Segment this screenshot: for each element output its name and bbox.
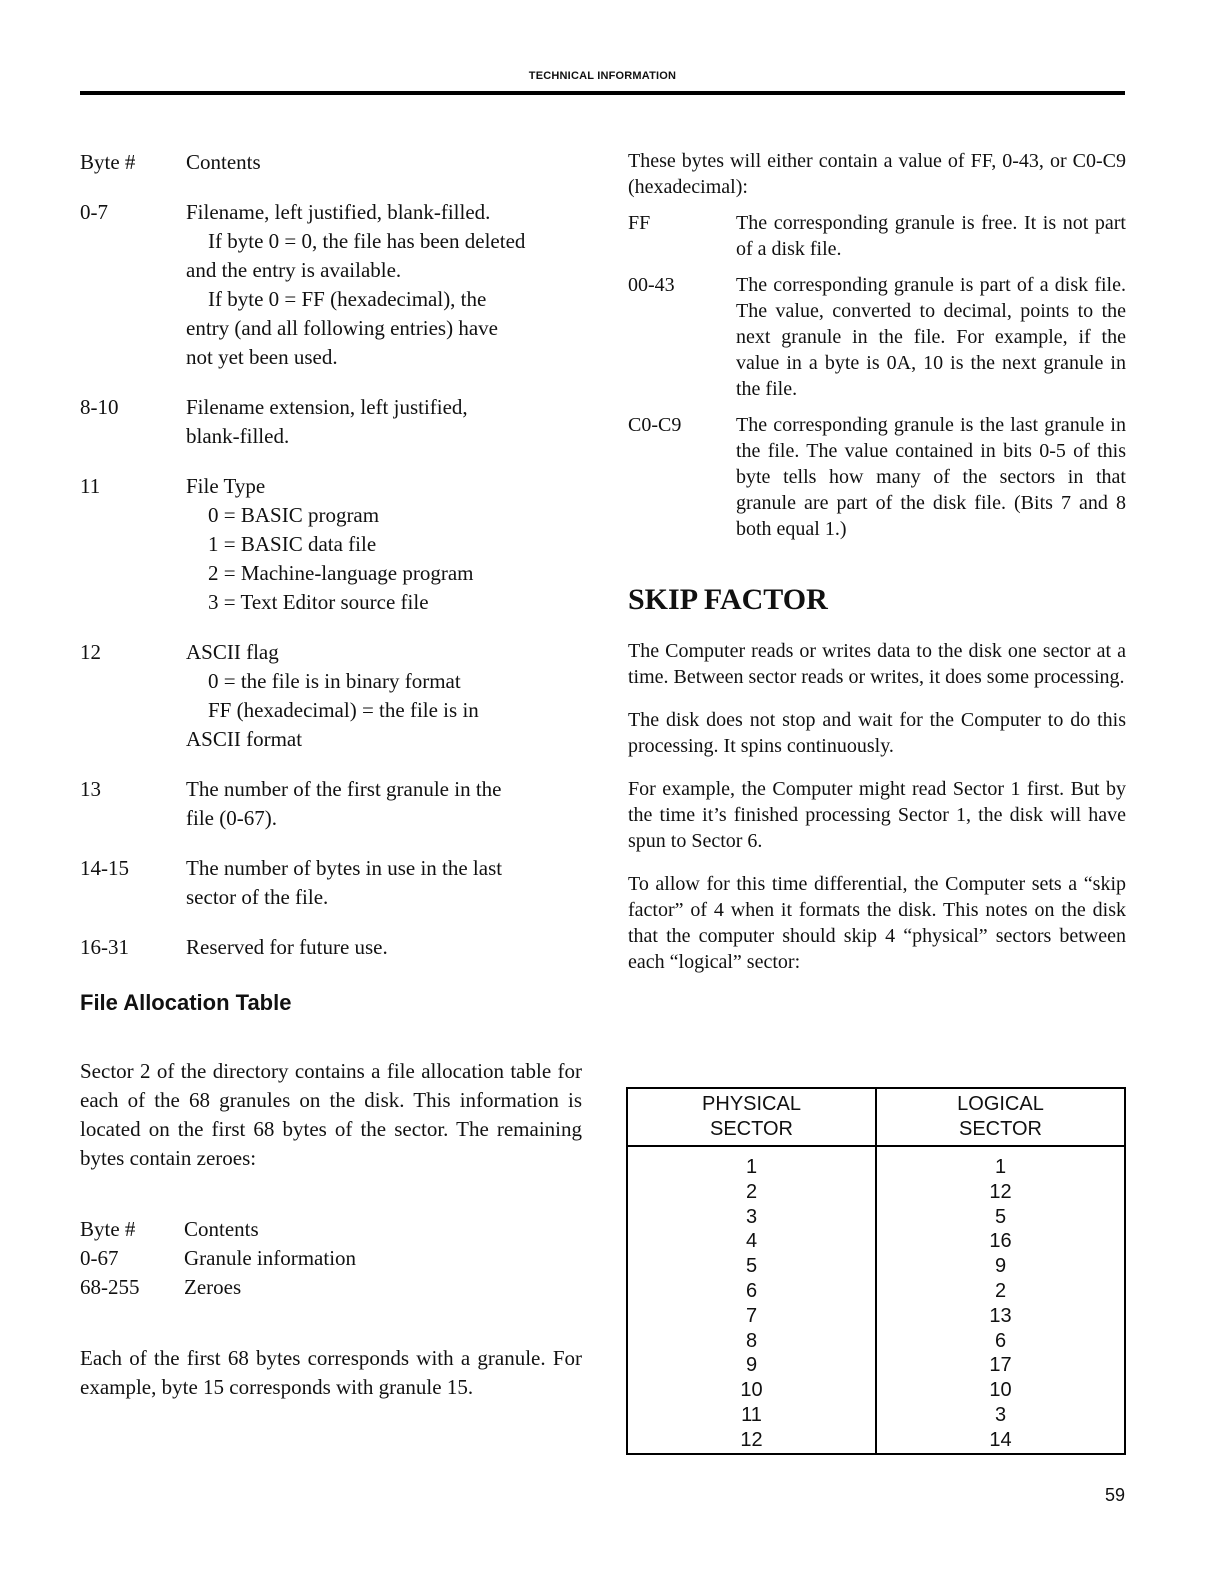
directory-row — [80, 198, 582, 372]
fat-contents: Granule information — [184, 1246, 357, 1270]
value-text: The corresponding granule is the last granule in the file. The value contained in bits 0-5 of this byte tells how many of the sectors in that granule are part of the disk file. (Bits 7 and 8 both equal 1.) — [736, 414, 1126, 540]
description-line: Filename extension, left justified, — [186, 395, 468, 419]
physical-sector-cell: 7 — [627, 1304, 876, 1329]
value-text: The corresponding granule is part of a disk file. The value, converted to decimal, points to the next granule in the file. For example, if the value in a byte is 0A, 10 is the next granule in the file. — [736, 274, 1126, 400]
logical-sector-cell: 14 — [876, 1428, 1125, 1454]
description-line: The number of the first granule in the — [186, 777, 502, 801]
byte-range: 16-31 — [80, 935, 129, 959]
byte-description — [186, 393, 582, 451]
logical-sector-cell: 3 — [876, 1403, 1125, 1428]
physical-sector-cell: 8 — [627, 1329, 876, 1354]
physical-sector-cell: 10 — [627, 1378, 876, 1403]
fat-byte: Byte # — [80, 1217, 136, 1241]
fat-intro: Sector 2 of the directory contains a file allocation table for each of the 68 granules on the disk. This information is located on the first 68 bytes of the sector. The remaining bytes contain zeroes: — [80, 1059, 582, 1170]
description-line: 0 = the file is in binary format — [208, 669, 461, 693]
description-line: file (0-67). — [186, 806, 277, 830]
value-key: 00-43 — [628, 274, 675, 296]
physical-sector-cell: 11 — [627, 1403, 876, 1428]
description-line: The number of bytes in use in the last — [186, 856, 503, 880]
skip-factor-text — [628, 638, 1126, 975]
description-line: 1 = BASIC data file — [208, 532, 377, 556]
logical-sector-cell: 17 — [876, 1353, 1125, 1378]
skip-factor-heading: SKIP FACTOR — [628, 583, 828, 616]
skip-factor-table — [626, 1087, 1126, 1455]
physical-sector-cell: 4 — [627, 1229, 876, 1254]
skip-paragraph: The Computer reads or writes data to the disk one sector at a time. Between sector reads or writes, it does some processing. — [628, 640, 1126, 688]
description-line: not yet been used. — [186, 345, 338, 369]
description-line: Reserved for future use. — [186, 935, 388, 959]
description-line: File Type — [186, 474, 266, 498]
logical-sector-cell: 13 — [876, 1304, 1125, 1329]
logical-sector-cell: 5 — [876, 1205, 1125, 1230]
byte-description — [186, 638, 582, 754]
fat-heading: File Allocation Table — [80, 990, 292, 1015]
fat-contents: Contents — [184, 1217, 259, 1241]
value-text: The corresponding granule is free. It is not part of a disk file. — [736, 212, 1126, 260]
description-line: and the entry is available. — [186, 258, 402, 282]
byte-range: 0-7 — [80, 200, 108, 224]
skip-table-row — [627, 1329, 1125, 1354]
description-line: 3 = Text Editor source file — [208, 590, 429, 614]
fat-row — [80, 1244, 582, 1273]
description-line: 0 = BASIC program — [208, 503, 380, 527]
skip-table-row — [627, 1279, 1125, 1304]
directory-entries — [80, 198, 582, 962]
skip-paragraph: The disk does not stop and wait for the Computer to do this processing. It spins continuously. — [628, 709, 1126, 757]
logical-sector-cell: 2 — [876, 1279, 1125, 1304]
directory-row — [80, 393, 582, 451]
value-definitions — [628, 210, 1126, 542]
values-intro: These bytes will either contain a value of FF, 0-43, or C0-C9 (hexadecimal): — [628, 150, 1126, 198]
physical-sector-cell: 9 — [627, 1353, 876, 1378]
description-line: ASCII flag — [186, 640, 279, 664]
logical-sector-cell: 10 — [876, 1378, 1125, 1403]
value-row — [628, 210, 1126, 262]
byte-range: 14-15 — [80, 856, 129, 880]
header-rule — [80, 91, 1125, 95]
skip-table-row — [627, 1378, 1125, 1403]
description-line: Filename, left justified, blank-filled. — [186, 200, 491, 224]
byte-description — [186, 198, 582, 372]
fat-row — [80, 1273, 582, 1302]
physical-sector-cell: 12 — [627, 1428, 876, 1454]
physical-sector-cell: 5 — [627, 1254, 876, 1279]
physical-sector-cell: 6 — [627, 1279, 876, 1304]
description-line: FF (hexadecimal) = the file is in — [208, 698, 479, 722]
byte-range: 11 — [80, 474, 101, 498]
skip-table-row — [627, 1254, 1125, 1279]
directory-row — [80, 854, 582, 912]
byte-range: 12 — [80, 640, 101, 664]
description-line: entry (and all following entries) have — [186, 316, 498, 340]
physical-sector-cell: 2 — [627, 1180, 876, 1205]
fat-row — [80, 1215, 582, 1244]
skip-table-row — [627, 1403, 1125, 1428]
fat-byte: 0-67 — [80, 1246, 119, 1270]
value-key: C0-C9 — [628, 414, 682, 436]
byte-description — [186, 472, 582, 617]
directory-row — [80, 472, 582, 617]
description-line: ASCII format — [186, 727, 303, 751]
value-row — [628, 272, 1126, 402]
physical-sector-cell: 3 — [627, 1205, 876, 1230]
fat-contents: Zeroes — [184, 1275, 242, 1299]
skip-paragraph: For example, the Computer might read Sector 1 first. But by the time it’s finished processing Sector 1, the disk will have spun to Sector 6. — [628, 778, 1126, 852]
description-line: blank-filled. — [186, 424, 290, 448]
logical-sector-cell: 16 — [876, 1229, 1125, 1254]
value-key: FF — [628, 212, 651, 234]
logical-sector-cell: 6 — [876, 1329, 1125, 1354]
directory-row — [80, 775, 582, 833]
byte-description — [186, 854, 582, 912]
skip-table-row — [627, 1146, 1125, 1180]
byte-description — [186, 933, 582, 962]
logical-sector-header: LOGICAL SECTOR — [876, 1088, 1125, 1146]
directory-header-row — [80, 148, 582, 177]
description-line: 2 = Machine-language program — [208, 561, 474, 585]
skip-table-row — [627, 1353, 1125, 1378]
skip-table-row — [627, 1229, 1125, 1254]
description-line: sector of the file. — [186, 885, 329, 909]
byte-description — [186, 775, 582, 833]
page-number: 59 — [1104, 1485, 1125, 1505]
logical-sector-cell: 12 — [876, 1180, 1125, 1205]
skip-table-row — [627, 1180, 1125, 1205]
byte-range: 13 — [80, 777, 101, 801]
description-line: If byte 0 = 0, the file has been deleted — [208, 229, 526, 253]
byte-header: Byte # — [80, 150, 136, 174]
physical-sector-cell: 1 — [627, 1146, 876, 1180]
directory-row — [80, 638, 582, 754]
left-column — [80, 148, 582, 1422]
physical-sector-header: PHYSICAL SECTOR — [627, 1088, 876, 1146]
fat-byte-table — [80, 1215, 582, 1302]
skip-table-row — [627, 1304, 1125, 1329]
skip-table-row — [627, 1205, 1125, 1230]
right-column — [628, 148, 1126, 992]
logical-sector-cell: 9 — [876, 1254, 1125, 1279]
skip-table-row — [627, 1428, 1125, 1454]
fat-byte: 68-255 — [80, 1275, 140, 1299]
value-row — [628, 412, 1126, 542]
logical-sector-cell: 1 — [876, 1146, 1125, 1180]
directory-row — [80, 933, 582, 962]
skip-paragraph: To allow for this time differential, the Computer sets a “skip factor” of 4 when it formats the disk. This notes on the disk that the computer should skip 4 “physical” sectors between each “logical” sector: — [628, 873, 1126, 973]
byte-range: 8-10 — [80, 395, 119, 419]
fat-outro: Each of the first 68 bytes corresponds with a granule. For example, byte 15 corresponds with granule 15. — [80, 1346, 582, 1399]
contents-header: Contents — [186, 150, 261, 174]
running-header: TECHNICAL INFORMATION — [528, 70, 677, 82]
description-line: If byte 0 = FF (hexadecimal), the — [208, 287, 487, 311]
